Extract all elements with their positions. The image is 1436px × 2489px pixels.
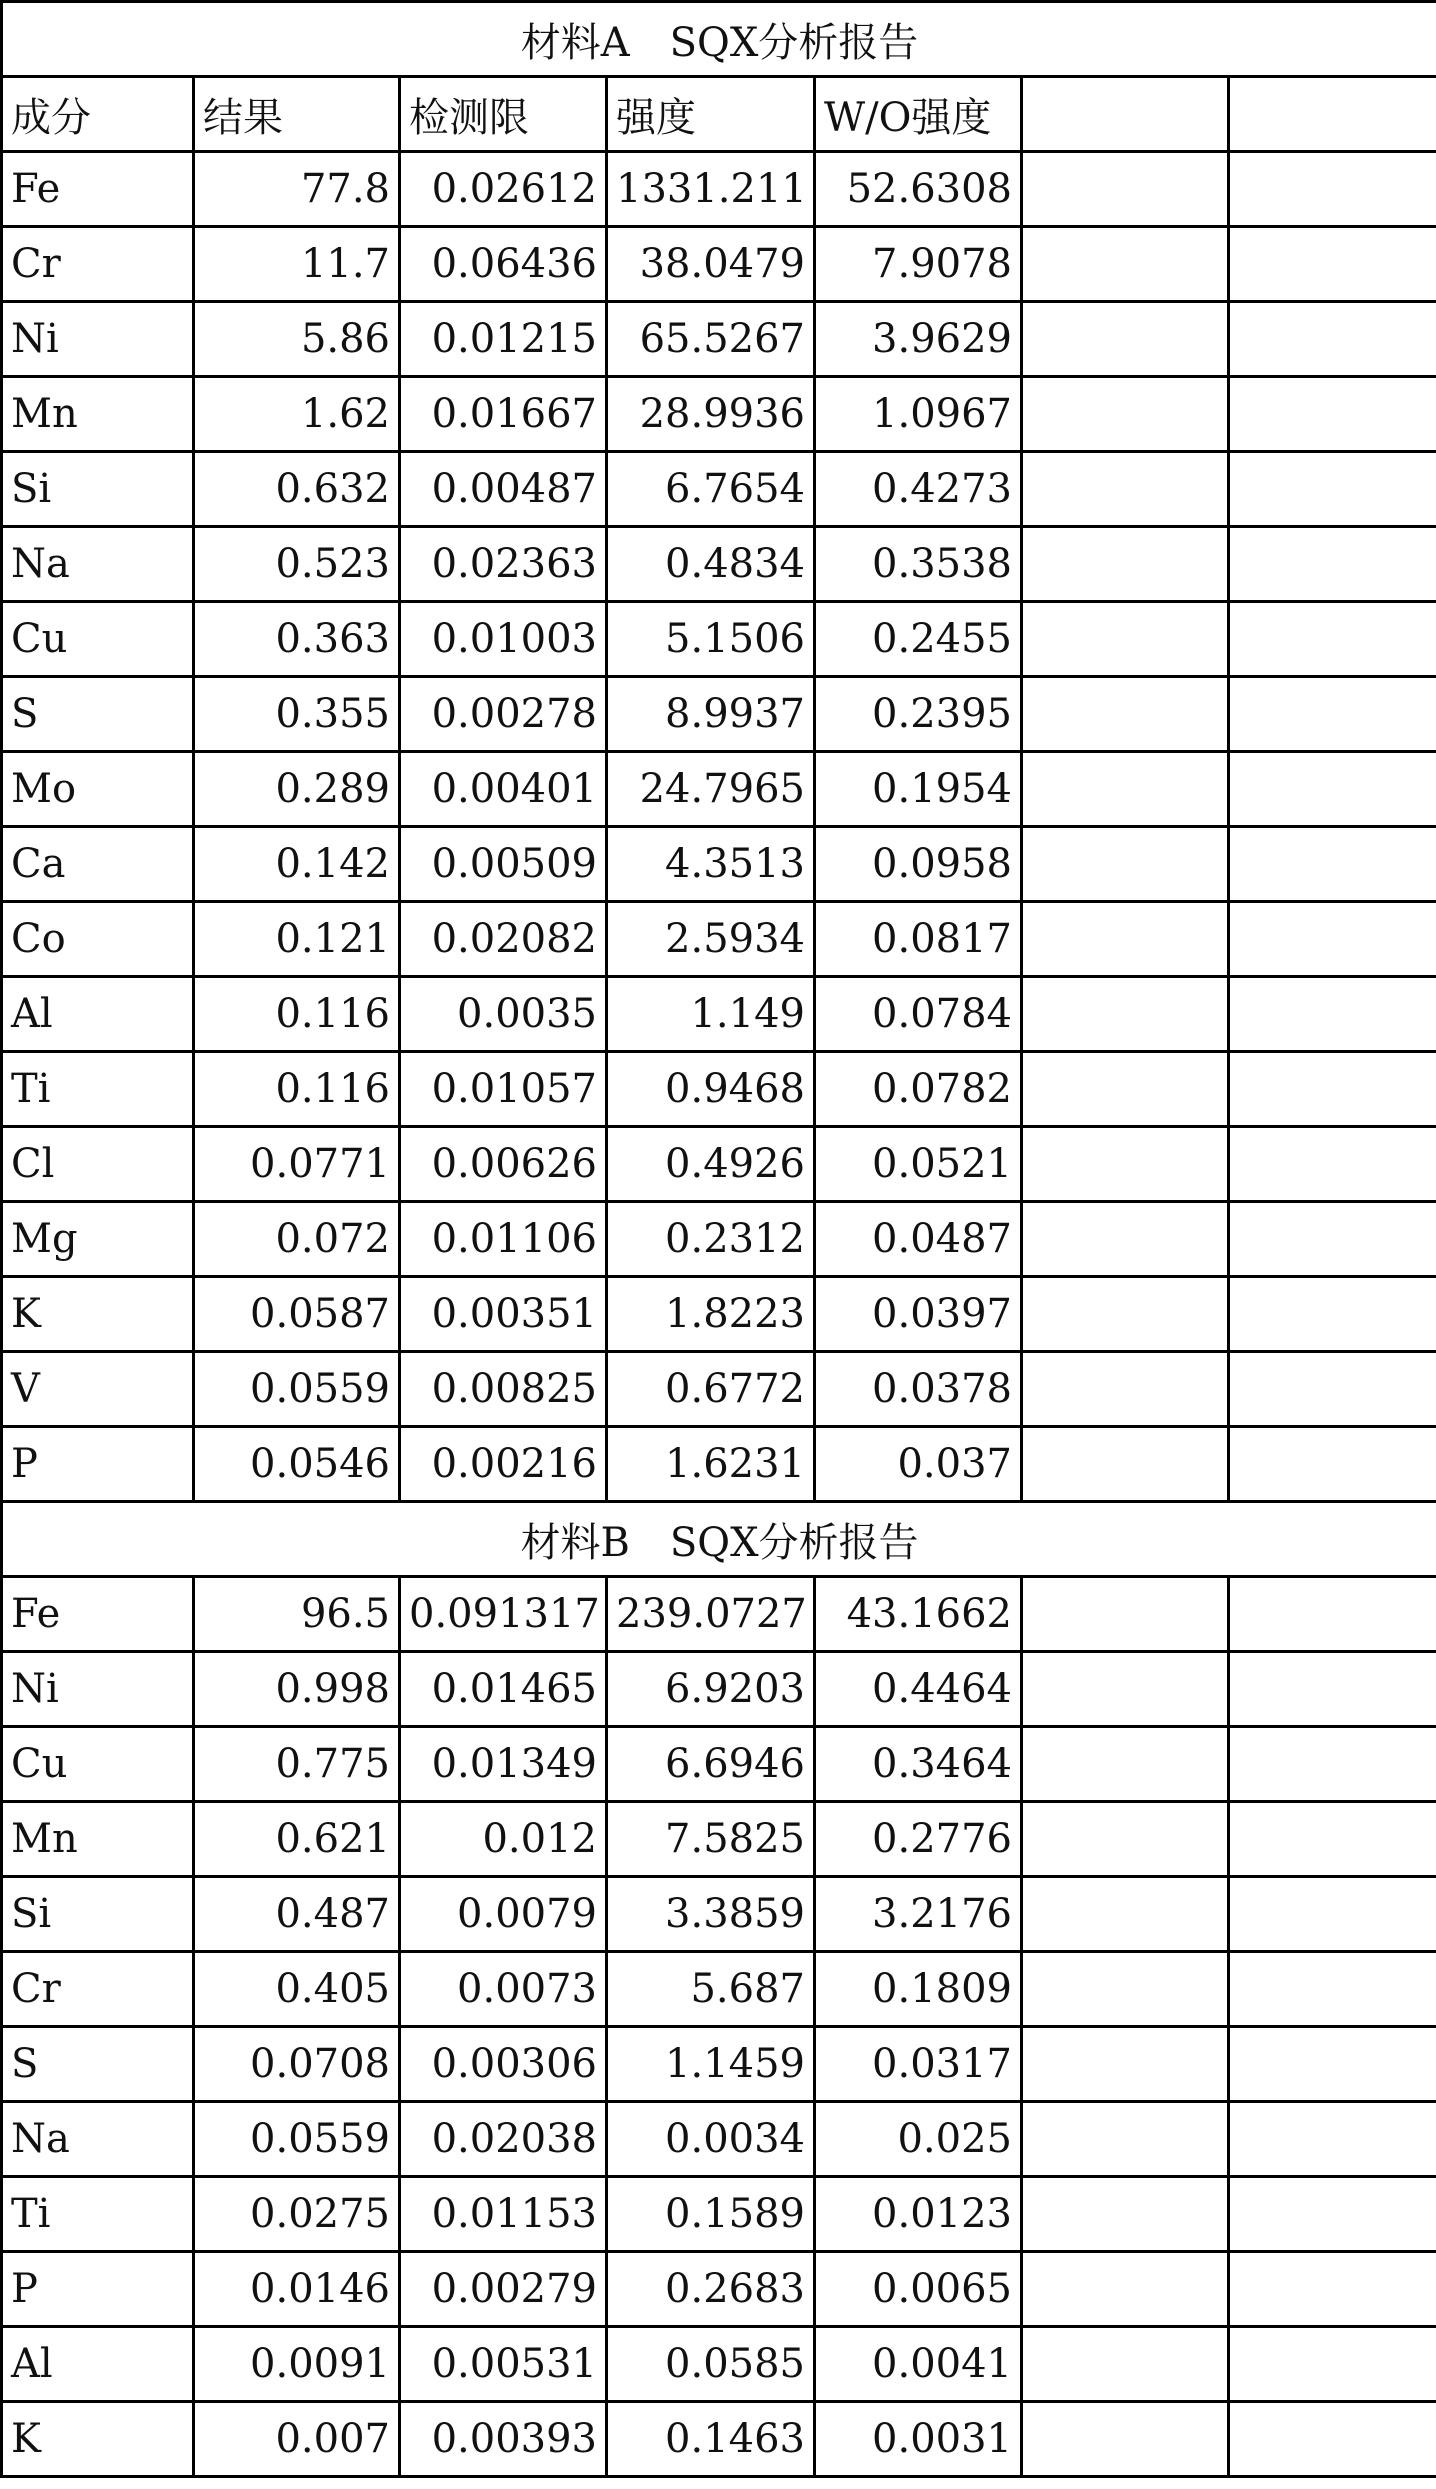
cell-intensity: 8.9937 <box>607 677 815 752</box>
empty-cell <box>1022 227 1229 302</box>
cell-wo-intensity: 0.0397 <box>815 1277 1022 1352</box>
cell-result: 0.0708 <box>194 2027 400 2102</box>
empty-cell <box>1022 1202 1229 1277</box>
cell-element: V <box>2 1352 194 1427</box>
empty-cell <box>1022 1952 1229 2027</box>
table-row <box>2 1202 1436 1277</box>
cell-intensity: 0.9468 <box>607 1052 815 1127</box>
cell-detection-limit: 0.0073 <box>400 1952 607 2027</box>
cell-element: Al <box>2 977 194 1052</box>
cell-detection-limit: 0.01215 <box>400 302 607 377</box>
cell-wo-intensity: 0.3538 <box>815 527 1022 602</box>
cell-element: Cr <box>2 227 194 302</box>
cell-intensity: 0.1463 <box>607 2402 815 2477</box>
empty-cell <box>1229 2177 1436 2252</box>
table-row <box>2 2177 1436 2252</box>
empty-cell <box>1229 227 1436 302</box>
table-row <box>2 227 1436 302</box>
cell-detection-limit: 0.01153 <box>400 2177 607 2252</box>
cell-result: 0.0559 <box>194 1352 400 1427</box>
cell-detection-limit: 0.00278 <box>400 677 607 752</box>
cell-detection-limit: 0.0035 <box>400 977 607 1052</box>
cell-result: 0.116 <box>194 977 400 1052</box>
cell-intensity: 0.6772 <box>607 1352 815 1427</box>
empty-cell <box>1229 827 1436 902</box>
cell-result: 0.775 <box>194 1727 400 1802</box>
empty-cell <box>1022 2327 1229 2402</box>
cell-wo-intensity: 0.2395 <box>815 677 1022 752</box>
cell-detection-limit: 0.00531 <box>400 2327 607 2402</box>
cell-wo-intensity: 0.0317 <box>815 2027 1022 2102</box>
cell-intensity: 1.1459 <box>607 2027 815 2102</box>
table-row <box>2 2252 1436 2327</box>
empty-cell <box>1022 527 1229 602</box>
section-a-title: 材料A SQX分析报告 <box>2 2 1436 77</box>
empty-cell <box>1229 1877 1436 1952</box>
table-row <box>2 1427 1436 1502</box>
cell-result: 0.632 <box>194 452 400 527</box>
table-row <box>2 1277 1436 1352</box>
empty-cell <box>1022 1577 1229 1652</box>
table-row <box>2 1802 1436 1877</box>
table-row <box>2 377 1436 452</box>
cell-element: Ti <box>2 1052 194 1127</box>
empty-cell <box>1229 152 1436 227</box>
cell-detection-limit: 0.01667 <box>400 377 607 452</box>
cell-wo-intensity: 0.0031 <box>815 2402 1022 2477</box>
cell-result: 1.62 <box>194 377 400 452</box>
cell-intensity: 0.0585 <box>607 2327 815 2402</box>
cell-wo-intensity: 0.2455 <box>815 602 1022 677</box>
cell-wo-intensity: 0.0521 <box>815 1127 1022 1202</box>
header-element: 成分 <box>2 77 194 152</box>
cell-element: Mn <box>2 1802 194 1877</box>
cell-element: P <box>2 1427 194 1502</box>
cell-result: 0.0146 <box>194 2252 400 2327</box>
cell-wo-intensity: 3.2176 <box>815 1877 1022 1952</box>
cell-detection-limit: 0.00216 <box>400 1427 607 1502</box>
empty-cell <box>1229 1577 1436 1652</box>
cell-wo-intensity: 0.0487 <box>815 1202 1022 1277</box>
cell-intensity: 4.3513 <box>607 827 815 902</box>
cell-intensity: 0.2312 <box>607 1202 815 1277</box>
empty-cell <box>1022 152 1229 227</box>
cell-element: Mn <box>2 377 194 452</box>
cell-detection-limit: 0.06436 <box>400 227 607 302</box>
cell-element: Cl <box>2 1127 194 1202</box>
cell-detection-limit: 0.091317 <box>400 1577 607 1652</box>
empty-cell <box>1229 1202 1436 1277</box>
empty-cell <box>1229 2402 1436 2477</box>
table-row <box>2 302 1436 377</box>
cell-intensity: 0.4834 <box>607 527 815 602</box>
empty-cell <box>1022 452 1229 527</box>
header-detection-limit: 检测限 <box>400 77 607 152</box>
cell-intensity: 6.6946 <box>607 1727 815 1802</box>
cell-detection-limit: 0.00306 <box>400 2027 607 2102</box>
cell-wo-intensity: 0.0782 <box>815 1052 1022 1127</box>
section-a-title-row <box>2 2 1436 77</box>
cell-detection-limit: 0.00626 <box>400 1127 607 1202</box>
cell-element: Co <box>2 902 194 977</box>
cell-intensity: 1331.211 <box>607 152 815 227</box>
cell-detection-limit: 0.01465 <box>400 1652 607 1727</box>
cell-result: 0.405 <box>194 1952 400 2027</box>
cell-detection-limit: 0.02038 <box>400 2102 607 2177</box>
cell-detection-limit: 0.02363 <box>400 527 607 602</box>
empty-cell <box>1022 1127 1229 1202</box>
cell-result: 0.121 <box>194 902 400 977</box>
empty-cell <box>1022 827 1229 902</box>
empty-cell <box>1229 302 1436 377</box>
empty-cell <box>1229 1952 1436 2027</box>
empty-cell <box>1229 677 1436 752</box>
cell-wo-intensity: 52.6308 <box>815 152 1022 227</box>
cell-intensity: 0.0034 <box>607 2102 815 2177</box>
empty-cell <box>1229 77 1436 152</box>
cell-intensity: 2.5934 <box>607 902 815 977</box>
empty-cell <box>1022 1802 1229 1877</box>
cell-wo-intensity: 0.0065 <box>815 2252 1022 2327</box>
empty-cell <box>1229 2027 1436 2102</box>
report-body <box>2 2 1436 2477</box>
empty-cell <box>1022 2027 1229 2102</box>
empty-cell <box>1022 602 1229 677</box>
cell-result: 0.0559 <box>194 2102 400 2177</box>
empty-cell <box>1022 902 1229 977</box>
cell-result: 0.0771 <box>194 1127 400 1202</box>
cell-detection-limit: 0.0079 <box>400 1877 607 1952</box>
cell-element: Si <box>2 452 194 527</box>
empty-cell <box>1022 677 1229 752</box>
table-row <box>2 1352 1436 1427</box>
cell-result: 0.621 <box>194 1802 400 1877</box>
cell-result: 77.8 <box>194 152 400 227</box>
cell-wo-intensity: 0.025 <box>815 2102 1022 2177</box>
cell-element: Na <box>2 527 194 602</box>
cell-wo-intensity: 0.0123 <box>815 2177 1022 2252</box>
cell-wo-intensity: 0.0958 <box>815 827 1022 902</box>
cell-intensity: 0.2683 <box>607 2252 815 2327</box>
empty-cell <box>1022 2252 1229 2327</box>
table-row <box>2 2327 1436 2402</box>
cell-wo-intensity: 3.9629 <box>815 302 1022 377</box>
cell-element: Fe <box>2 1577 194 1652</box>
section-b-title: 材料B SQX分析报告 <box>2 1502 1436 1577</box>
cell-result: 5.86 <box>194 302 400 377</box>
cell-result: 0.142 <box>194 827 400 902</box>
cell-result: 0.487 <box>194 1877 400 1952</box>
empty-cell <box>1229 2327 1436 2402</box>
cell-detection-limit: 0.02082 <box>400 902 607 977</box>
empty-cell <box>1229 2102 1436 2177</box>
empty-cell <box>1022 377 1229 452</box>
cell-result: 0.072 <box>194 1202 400 1277</box>
empty-cell <box>1022 1727 1229 1802</box>
table-row <box>2 1052 1436 1127</box>
cell-wo-intensity: 0.1954 <box>815 752 1022 827</box>
cell-element: K <box>2 1277 194 1352</box>
empty-cell <box>1022 2177 1229 2252</box>
table-row <box>2 152 1436 227</box>
cell-detection-limit: 0.02612 <box>400 152 607 227</box>
table-row <box>2 2402 1436 2477</box>
empty-cell <box>1229 377 1436 452</box>
cell-wo-intensity: 0.0378 <box>815 1352 1022 1427</box>
cell-intensity: 38.0479 <box>607 227 815 302</box>
empty-cell <box>1229 977 1436 1052</box>
empty-cell <box>1229 1052 1436 1127</box>
table-row <box>2 677 1436 752</box>
cell-wo-intensity: 0.0041 <box>815 2327 1022 2402</box>
cell-result: 0.355 <box>194 677 400 752</box>
cell-wo-intensity: 0.3464 <box>815 1727 1022 1802</box>
cell-intensity: 3.3859 <box>607 1877 815 1952</box>
empty-cell <box>1229 1727 1436 1802</box>
cell-result: 0.0275 <box>194 2177 400 2252</box>
cell-element: S <box>2 2027 194 2102</box>
cell-detection-limit: 0.00393 <box>400 2402 607 2477</box>
table-row <box>2 752 1436 827</box>
cell-result: 0.289 <box>194 752 400 827</box>
cell-wo-intensity: 0.0817 <box>815 902 1022 977</box>
cell-intensity: 24.7965 <box>607 752 815 827</box>
empty-cell <box>1229 1277 1436 1352</box>
table-row <box>2 1652 1436 1727</box>
header-row <box>2 77 1436 152</box>
empty-cell <box>1022 1652 1229 1727</box>
empty-cell <box>1022 2402 1229 2477</box>
cell-element: Ni <box>2 1652 194 1727</box>
empty-cell <box>1022 1877 1229 1952</box>
cell-detection-limit: 0.01106 <box>400 1202 607 1277</box>
table-row <box>2 2027 1436 2102</box>
cell-detection-limit: 0.00509 <box>400 827 607 902</box>
header-wo-intensity: W/O强度 <box>815 77 1022 152</box>
empty-cell <box>1229 2252 1436 2327</box>
cell-result: 0.007 <box>194 2402 400 2477</box>
empty-cell <box>1022 1352 1229 1427</box>
cell-wo-intensity: 0.4273 <box>815 452 1022 527</box>
cell-result: 0.0546 <box>194 1427 400 1502</box>
cell-element: Al <box>2 2327 194 2402</box>
empty-cell <box>1229 1802 1436 1877</box>
cell-wo-intensity: 7.9078 <box>815 227 1022 302</box>
empty-cell <box>1022 77 1229 152</box>
cell-element: P <box>2 2252 194 2327</box>
cell-result: 96.5 <box>194 1577 400 1652</box>
cell-wo-intensity: 0.037 <box>815 1427 1022 1502</box>
table-row <box>2 1577 1436 1652</box>
table-row <box>2 2102 1436 2177</box>
cell-detection-limit: 0.00825 <box>400 1352 607 1427</box>
cell-intensity: 0.4926 <box>607 1127 815 1202</box>
cell-element: Ca <box>2 827 194 902</box>
cell-intensity: 1.6231 <box>607 1427 815 1502</box>
cell-detection-limit: 0.01349 <box>400 1727 607 1802</box>
table-row <box>2 1952 1436 2027</box>
cell-detection-limit: 0.00401 <box>400 752 607 827</box>
cell-element: Mg <box>2 1202 194 1277</box>
table-row <box>2 1727 1436 1802</box>
empty-cell <box>1022 752 1229 827</box>
cell-result: 0.363 <box>194 602 400 677</box>
empty-cell <box>1022 1277 1229 1352</box>
empty-cell <box>1229 1127 1436 1202</box>
cell-element: K <box>2 2402 194 2477</box>
cell-result: 0.0091 <box>194 2327 400 2402</box>
cell-intensity: 1.149 <box>607 977 815 1052</box>
cell-wo-intensity: 0.4464 <box>815 1652 1022 1727</box>
table-row <box>2 602 1436 677</box>
cell-intensity: 65.5267 <box>607 302 815 377</box>
table-row <box>2 452 1436 527</box>
cell-wo-intensity: 0.0784 <box>815 977 1022 1052</box>
empty-cell <box>1229 527 1436 602</box>
cell-element: Ni <box>2 302 194 377</box>
cell-intensity: 0.1589 <box>607 2177 815 2252</box>
cell-element: Cr <box>2 1952 194 2027</box>
empty-cell <box>1229 1427 1436 1502</box>
cell-element: S <box>2 677 194 752</box>
empty-cell <box>1229 1352 1436 1427</box>
empty-cell <box>1229 752 1436 827</box>
cell-result: 0.998 <box>194 1652 400 1727</box>
cell-element: Cu <box>2 602 194 677</box>
cell-detection-limit: 0.00487 <box>400 452 607 527</box>
cell-wo-intensity: 0.2776 <box>815 1802 1022 1877</box>
empty-cell <box>1229 602 1436 677</box>
table-row <box>2 1127 1436 1202</box>
cell-detection-limit: 0.00351 <box>400 1277 607 1352</box>
cell-element: Cu <box>2 1727 194 1802</box>
header-intensity: 强度 <box>607 77 815 152</box>
cell-wo-intensity: 43.1662 <box>815 1577 1022 1652</box>
cell-element: Mo <box>2 752 194 827</box>
cell-result: 0.523 <box>194 527 400 602</box>
empty-cell <box>1229 1652 1436 1727</box>
cell-intensity: 5.687 <box>607 1952 815 2027</box>
empty-cell <box>1022 302 1229 377</box>
empty-cell <box>1229 452 1436 527</box>
cell-element: Fe <box>2 152 194 227</box>
cell-intensity: 5.1506 <box>607 602 815 677</box>
cell-detection-limit: 0.01057 <box>400 1052 607 1127</box>
cell-result: 11.7 <box>194 227 400 302</box>
cell-intensity: 7.5825 <box>607 1802 815 1877</box>
cell-result: 0.116 <box>194 1052 400 1127</box>
cell-element: Si <box>2 1877 194 1952</box>
cell-wo-intensity: 1.0967 <box>815 377 1022 452</box>
empty-cell <box>1022 977 1229 1052</box>
cell-intensity: 6.9203 <box>607 1652 815 1727</box>
cell-intensity: 239.0727 <box>607 1577 815 1652</box>
table-row <box>2 527 1436 602</box>
table-row <box>2 827 1436 902</box>
section-b-title-row <box>2 1502 1436 1577</box>
cell-element: Ti <box>2 2177 194 2252</box>
empty-cell <box>1022 1427 1229 1502</box>
table-row <box>2 1877 1436 1952</box>
table-row <box>2 977 1436 1052</box>
table-row <box>2 902 1436 977</box>
cell-result: 0.0587 <box>194 1277 400 1352</box>
cell-element: Na <box>2 2102 194 2177</box>
cell-intensity: 6.7654 <box>607 452 815 527</box>
empty-cell <box>1022 2102 1229 2177</box>
cell-intensity: 28.9936 <box>607 377 815 452</box>
cell-wo-intensity: 0.1809 <box>815 1952 1022 2027</box>
cell-detection-limit: 0.012 <box>400 1802 607 1877</box>
empty-cell <box>1022 1052 1229 1127</box>
header-result: 结果 <box>194 77 400 152</box>
cell-detection-limit: 0.01003 <box>400 602 607 677</box>
empty-cell <box>1229 902 1436 977</box>
cell-intensity: 1.8223 <box>607 1277 815 1352</box>
cell-detection-limit: 0.00279 <box>400 2252 607 2327</box>
